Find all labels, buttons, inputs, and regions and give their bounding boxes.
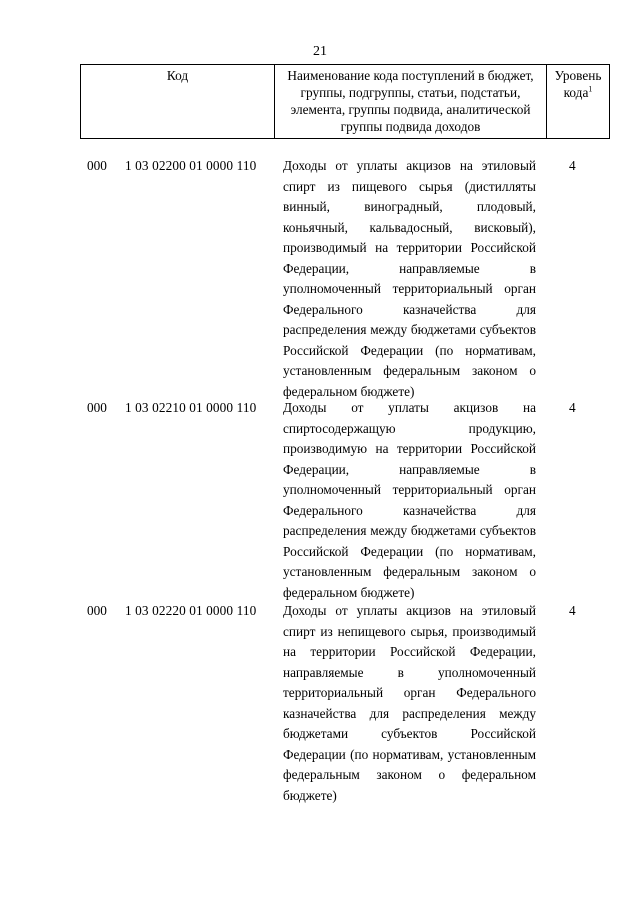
table-row: [80, 398, 610, 601]
table-body: [80, 156, 610, 806]
table-header: [80, 64, 610, 139]
page-number: 21: [313, 44, 327, 59]
row-code: 1 03 02220 01 0000 110: [125, 603, 257, 618]
header-level-text: Уровень код: [554, 68, 602, 100]
table-header-row: [81, 65, 610, 139]
row-code: 1 03 02200 01 0000 110: [125, 158, 257, 173]
table-row: [80, 601, 610, 806]
row-level: 4: [569, 158, 576, 173]
row-code: 1 03 02210 01 0000 110: [125, 400, 257, 415]
row-level: 4: [569, 603, 576, 618]
table-row: [80, 156, 610, 398]
row-level: 4: [569, 400, 576, 415]
row-prefix: 000: [87, 158, 107, 173]
header-code: Код: [81, 65, 275, 139]
row-description: Доходы от уплаты акцизов на спиртосодержащую продукцию, производимую на территории Российской Федерации, направляемые в уполномоченный территориальный орган Федерального казначейства для распределения между бюджетами субъектов Российской Федерации (по нормативам, установленным федеральным законом о федеральном бюджете): [283, 400, 536, 600]
row-description: Доходы от уплаты акцизов на этиловый спирт из пищевого сырья (дистилляты винный, виноградный, плодовый, коньячный, кальвадосный, висковый), производимый на территории Российской Федерации, направляемые в уполномоченный территориальный орган Федерального казначейства для распределения между бюджетами субъектов Российской Федерации (по нормативам, установленным федеральным законом о федеральном бюджете): [283, 158, 536, 399]
row-prefix: 000: [87, 603, 107, 618]
header-level-last-char: а: [582, 85, 589, 100]
header-name: Наименование кода поступлений в бюджет, группы, подгруппы, статьи, подстатьи, элемента, группы подвида, аналитической группы подвида доходов: [275, 65, 547, 139]
row-description: Доходы от уплаты акцизов на этиловый спирт из непищевого сырья, производимый на территории Российской Федерации, направляемые в уполномоченный территориальный орган Федерального казначейства для распределения между бюджетами субъектов Российской Федерации (по нормативам, установленным федеральным законом о федеральном бюджете): [283, 603, 536, 803]
header-level: [547, 65, 610, 139]
row-prefix: 000: [87, 400, 107, 415]
footnote-marker: 1: [588, 84, 593, 94]
